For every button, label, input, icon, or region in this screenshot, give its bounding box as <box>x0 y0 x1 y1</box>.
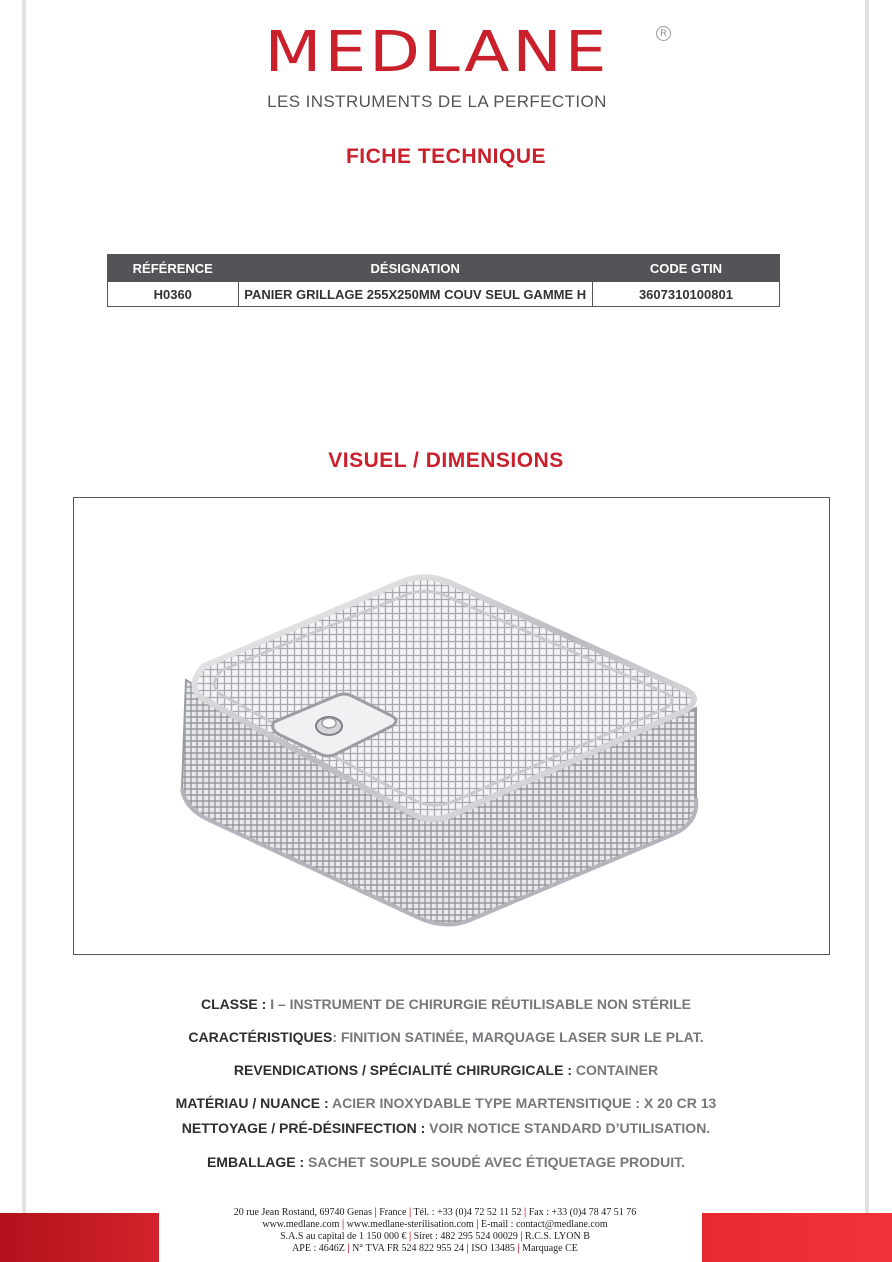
spec-label: REVENDICATIONS / SPÉCIALITÉ CHIRURGICALE : <box>233 1062 572 1078</box>
footer-separator: | <box>408 1207 412 1218</box>
product-visual-frame <box>73 497 830 955</box>
footer-separator: | <box>408 1231 412 1242</box>
header-designation: DÉSIGNATION <box>238 255 592 282</box>
table-row <box>108 282 780 307</box>
fiche-technique-title: FICHE TECHNIQUE <box>345 145 546 168</box>
footer-ape: APE : 4646Z <box>292 1243 345 1254</box>
cell-reference: H0360 <box>108 282 239 307</box>
spec-materiau <box>0 1095 892 1111</box>
footer-red-band-right <box>702 1213 892 1262</box>
spec-emballage <box>0 1154 892 1170</box>
header-gtin: CODE GTIN <box>592 255 779 282</box>
cell-gtin: 3607310100801 <box>592 282 779 307</box>
footer-country: France <box>379 1207 407 1218</box>
spec-label: CARACTÉRISTIQUES <box>188 1029 333 1045</box>
footer-fax: Fax : +33 (0)4 78 47 51 76 <box>528 1207 637 1218</box>
footer-email-link[interactable]: E-mail : contact@medlane.com <box>480 1219 608 1230</box>
footer-separator: | <box>524 1207 527 1218</box>
footer-siret: Siret : 482 295 524 00029 <box>413 1231 518 1242</box>
footer-red-band-left <box>0 1213 159 1262</box>
header-reference: RÉFÉRENCE <box>108 255 239 282</box>
footer-rcs: R.C.S. LYON B <box>525 1231 590 1242</box>
visuel-dimensions-title: VISUEL / DIMENSIONS <box>328 449 564 472</box>
footer-address: 20 rue Jean Rostand, 69740 Genas <box>233 1207 373 1218</box>
footer-separator: | <box>347 1243 350 1254</box>
footer-line-legal <box>170 1231 700 1243</box>
spec-value: : FINITION SATINÉE, MARQUAGE LASER SUR LE PLAT. <box>332 1029 704 1045</box>
spec-value: CONTAINER <box>575 1062 659 1078</box>
footer-separator: | <box>341 1219 345 1230</box>
registered-mark: R <box>656 26 671 41</box>
spec-label: MATÉRIAU / NUANCE : <box>175 1095 329 1111</box>
wire-mesh-basket-illustration <box>74 498 831 956</box>
footer-separator: | <box>466 1243 469 1254</box>
footer-line-address <box>170 1207 700 1219</box>
footer-separator: | <box>520 1231 523 1242</box>
footer-iso: ISO 13485 <box>471 1243 515 1254</box>
footer-capital: S.A.S au capital de 1 150 000 € <box>280 1231 407 1242</box>
footer-separator: | <box>476 1219 479 1230</box>
spec-nettoyage <box>0 1120 892 1136</box>
footer-website-link[interactable]: www.medlane.com <box>262 1219 340 1230</box>
footer-separator: | <box>517 1243 520 1254</box>
footer-line-web <box>170 1219 700 1231</box>
spec-revendications <box>0 1062 892 1078</box>
spec-caracteristiques <box>0 1029 892 1045</box>
footer-phone: Tél. : +33 (0)4 72 52 11 52 <box>413 1207 522 1218</box>
spec-value: VOIR NOTICE STANDARD D’UTILISATION. <box>429 1120 711 1136</box>
footer-sterilisation-link[interactable]: www.medlane-sterilisation.com <box>346 1219 474 1230</box>
cell-designation: PANIER GRILLAGE 255X250MM COUV SEUL GAMME H <box>238 282 592 307</box>
spec-label: CLASSE : <box>200 996 267 1012</box>
table-header-row <box>108 255 780 282</box>
spec-label: EMBALLAGE : <box>206 1154 305 1170</box>
footer-ce-marking: Marquage CE <box>522 1243 578 1254</box>
company-footer <box>170 1207 700 1255</box>
logo-wordmark: MEDLANE <box>264 18 610 85</box>
spec-value: SACHET SOUPLE SOUDÉ AVEC ÉTIQUETAGE PRODUIT. <box>308 1154 686 1170</box>
footer-line-registration <box>170 1243 700 1255</box>
spec-value: I – INSTRUMENT DE CHIRURGIE RÉUTILISABLE NON STÉRILE <box>270 996 692 1012</box>
spec-label: NETTOYAGE / PRÉ-DÉSINFECTION : <box>181 1120 426 1136</box>
product-reference-table <box>107 254 780 307</box>
spec-value: ACIER INOXYDABLE TYPE MARTENSITIQUE : X 20 CR 13 <box>332 1095 717 1111</box>
spec-classe <box>0 996 892 1012</box>
brand-tagline: LES INSTRUMENTS DE LA PERFECTION <box>267 92 607 111</box>
footer-tva: N° TVA FR 524 822 955 24 <box>352 1243 465 1254</box>
footer-separator: | <box>374 1207 377 1218</box>
